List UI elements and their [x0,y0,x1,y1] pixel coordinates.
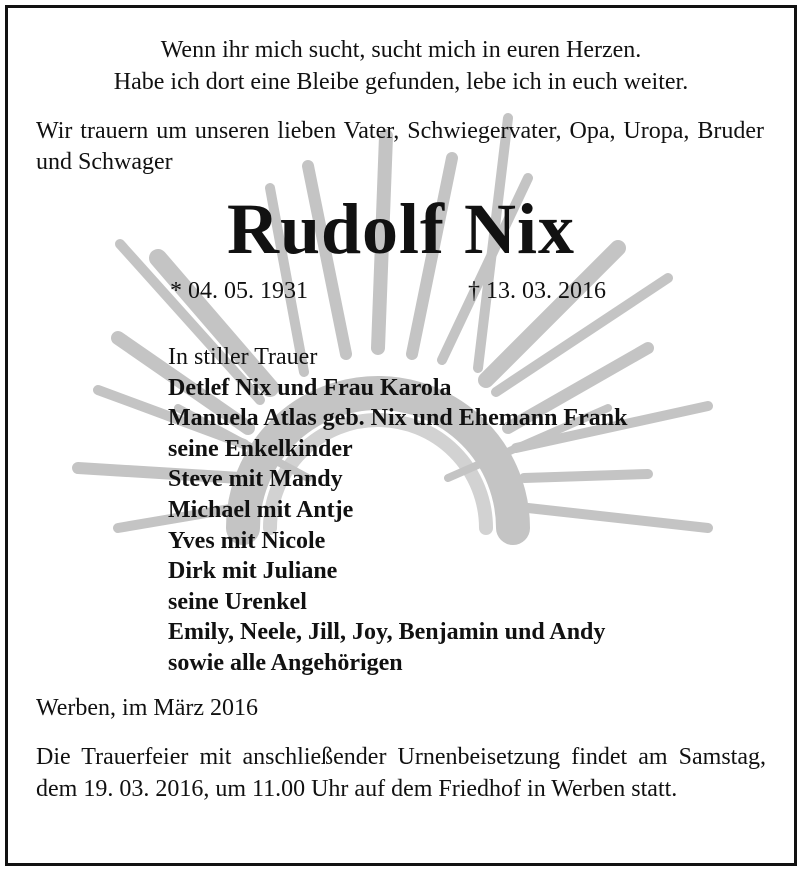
mourner-line: Michael mit Antje [168,496,354,523]
mourner-line: Manuela Atlas geb. Nix und Ehemann Frank [168,405,628,432]
mourner-line: seine Urenkel [168,588,307,615]
motto-line-1: Wenn ihr mich sucht, sucht mich in euren Herzen. [160,37,642,63]
mourner-line: Emily, Neele, Jill, Joy, Benjamin und Andy [168,619,606,646]
birth-date: * 04. 05. 1931 [170,278,308,304]
funeral-notice: Die Trauerfeier mit anschließender Urnenbeisetzung findet am Samstag, dem 19. 03. 2016, um 11.00 Uhr auf dem Friedhof in Werben statt. [36,744,766,802]
intro-text: Wir trauern um unseren lieben Vater, Schwiegervater, Opa, Uropa, Bruder und Schwager [36,118,764,175]
motto-line-2: Habe ich dort eine Bleibe gefunden, lebe ich in euch weiter. [113,69,689,95]
mourner-line: Yves mit Nicole [168,527,326,554]
motto [8,34,794,98]
death-date: † 13. 03. 2016 [468,278,606,304]
place-date: Werben, im März 2016 [36,695,258,721]
obituary-frame [5,5,797,866]
mourners-heading: In stiller Trauer [168,344,318,370]
deceased-name: Rudolf Nix [226,189,576,269]
mourner-line: Dirk mit Juliane [168,558,338,585]
mourner-line: Steve mit Mandy [168,466,343,493]
obituary-content [8,8,794,863]
mourners-list [168,342,627,679]
mourner-line: sowie alle Angehörigen [168,649,403,676]
mourner-line: Detlef Nix und Frau Karola [168,374,452,401]
mourner-line: seine Enkelkinder [168,435,353,462]
